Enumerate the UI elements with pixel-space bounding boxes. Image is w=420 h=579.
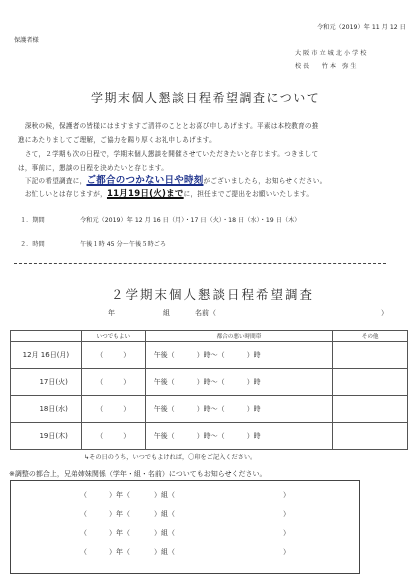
letter-line-1: 深秋の候，保護者の皆様にはますますご清祥のこととお喜び申しあげます。平素は本校教育の推 [18,122,319,130]
schedule-header-row [11,331,408,342]
recipient: 保護者様 [14,37,39,44]
other-field[interactable] [333,423,408,450]
any-time-field[interactable] [81,369,145,396]
paren-open: （ [80,491,87,499]
time-label: ２．時間 [20,241,45,248]
header-other: その他 [333,331,408,342]
nen-label: ）年（ [109,510,130,518]
sibling-note: ※調整の都合上，兄弟姉妹関係（学年・組・名前）についてもお知らせください。 [9,470,267,478]
paren-close: ） [283,548,290,556]
unavailable-time-field[interactable] [145,342,333,369]
pm-label: 午後（ [153,432,175,440]
sibling-row[interactable] [80,547,290,557]
survey-title: ２学期末個人懇談日程希望調査 [111,287,315,302]
header-time: 都合の悪い時間帯 [145,331,333,342]
period-label: １．期間 [20,217,45,224]
unavailable-time-field[interactable] [145,423,333,450]
table-row [11,369,408,396]
header-any: いつでもよい [81,331,145,342]
to-label: ）時 [246,405,261,413]
header-date [11,331,82,342]
pm-label: 午後（ [153,378,175,386]
school-name: 大 阪 市 立 城 北 小 学 校 [295,50,367,57]
any-time-field[interactable] [81,396,145,423]
letter-date: 令和元（2019）年 11 月 12 日 [317,24,406,31]
paren-close: ） [123,432,131,440]
line6-pre: お忙しいとは存じますが， [18,190,107,198]
paren-open: （ [96,405,104,413]
pm-label: 午後（ [153,351,175,359]
name-row-namae: 名前（ [195,309,216,317]
from-label: ）時～（ [196,432,225,440]
kumi-label: ）組（ [154,510,175,518]
letter-line-4: は，事前に，懇談の日程を決めたいと存じます。 [18,164,169,172]
any-time-note: ↳その日のうち，いつでもよければ，〇印をご記入ください。 [84,454,257,461]
unavailable-time-field[interactable] [145,396,333,423]
row-date: 17日(火) [11,369,82,396]
to-label: ）時 [246,378,261,386]
any-time-field[interactable] [81,342,145,369]
row-date: 19日(木) [11,423,82,450]
paren-close: ） [283,491,290,499]
name-row-close: ） [381,309,388,317]
nen-label: ）年（ [109,548,130,556]
paren-open: （ [80,548,87,556]
table-row [11,396,408,423]
any-time-field[interactable] [81,423,145,450]
table-row [11,342,408,369]
paren-open: （ [96,378,104,386]
nen-label: ）年（ [109,529,130,537]
paren-close: ） [283,529,290,537]
from-label: ）時～（ [196,351,225,359]
table-row [11,423,408,450]
row-date: 18日(水) [11,396,82,423]
line6-post: に，担任までご提出をお願いいたします。 [183,190,314,198]
kumi-label: ）組（ [154,491,175,499]
other-field[interactable] [333,342,408,369]
cut-line [14,263,386,264]
paren-close: ） [283,510,290,518]
time-value: 午後１時 45 分～午後５時ごろ [80,241,167,248]
name-row-nen: 年 [108,309,115,317]
letter-line-5 [18,176,326,186]
paren-open: （ [96,432,104,440]
line5-post: がございましたら，お知らせください。 [203,177,327,185]
to-label: ）時 [246,351,261,359]
kumi-label: ）組（ [154,529,175,537]
letter-line-6 [18,190,313,199]
kumi-label: ）組（ [154,548,175,556]
nen-label: ）年（ [109,491,130,499]
from-label: ）時～（ [196,405,225,413]
paren-close: ） [123,378,131,386]
letter-line-3: さて，２学期も次の日程で，学期末個人懇談を開催させていただきたいと存じます。つきまして [18,150,319,158]
row-date: 12月 16日(月) [11,342,82,369]
sibling-row[interactable] [80,509,290,519]
to-label: ）時 [246,432,261,440]
emphasis-unavailable: ご都合のつかない日や時刻 [86,175,204,186]
paren-close: ） [123,405,131,413]
name-row-kumi: 組 [163,309,170,317]
schedule-table [10,330,408,450]
letter-line-2: 進にあたりましてご理解，ご協力を賜り厚くお礼申しあげます。 [18,136,216,144]
period-value: 令和元（2019）年 12 月 16 日（月）・17 日（火）・18 日（水）・19 日（木） [80,217,301,224]
sibling-row[interactable] [80,528,290,538]
line5-pre: 下記の希望調査に， [18,177,87,185]
sibling-row[interactable] [80,490,290,500]
pm-label: 午後（ [153,405,175,413]
principal-name: 校 長 竹 本 弥 生 [295,63,357,70]
from-label: ）時～（ [196,378,225,386]
paren-open: （ [80,529,87,537]
other-field[interactable] [333,369,408,396]
letter-title: 学期末個人懇談日程希望調査について [91,91,321,105]
paren-open: （ [80,510,87,518]
unavailable-time-field[interactable] [145,369,333,396]
other-field[interactable] [333,396,408,423]
paren-close: ） [123,351,131,359]
paren-open: （ [96,351,104,359]
emphasis-deadline: 11月19日(火)まで [106,189,184,199]
